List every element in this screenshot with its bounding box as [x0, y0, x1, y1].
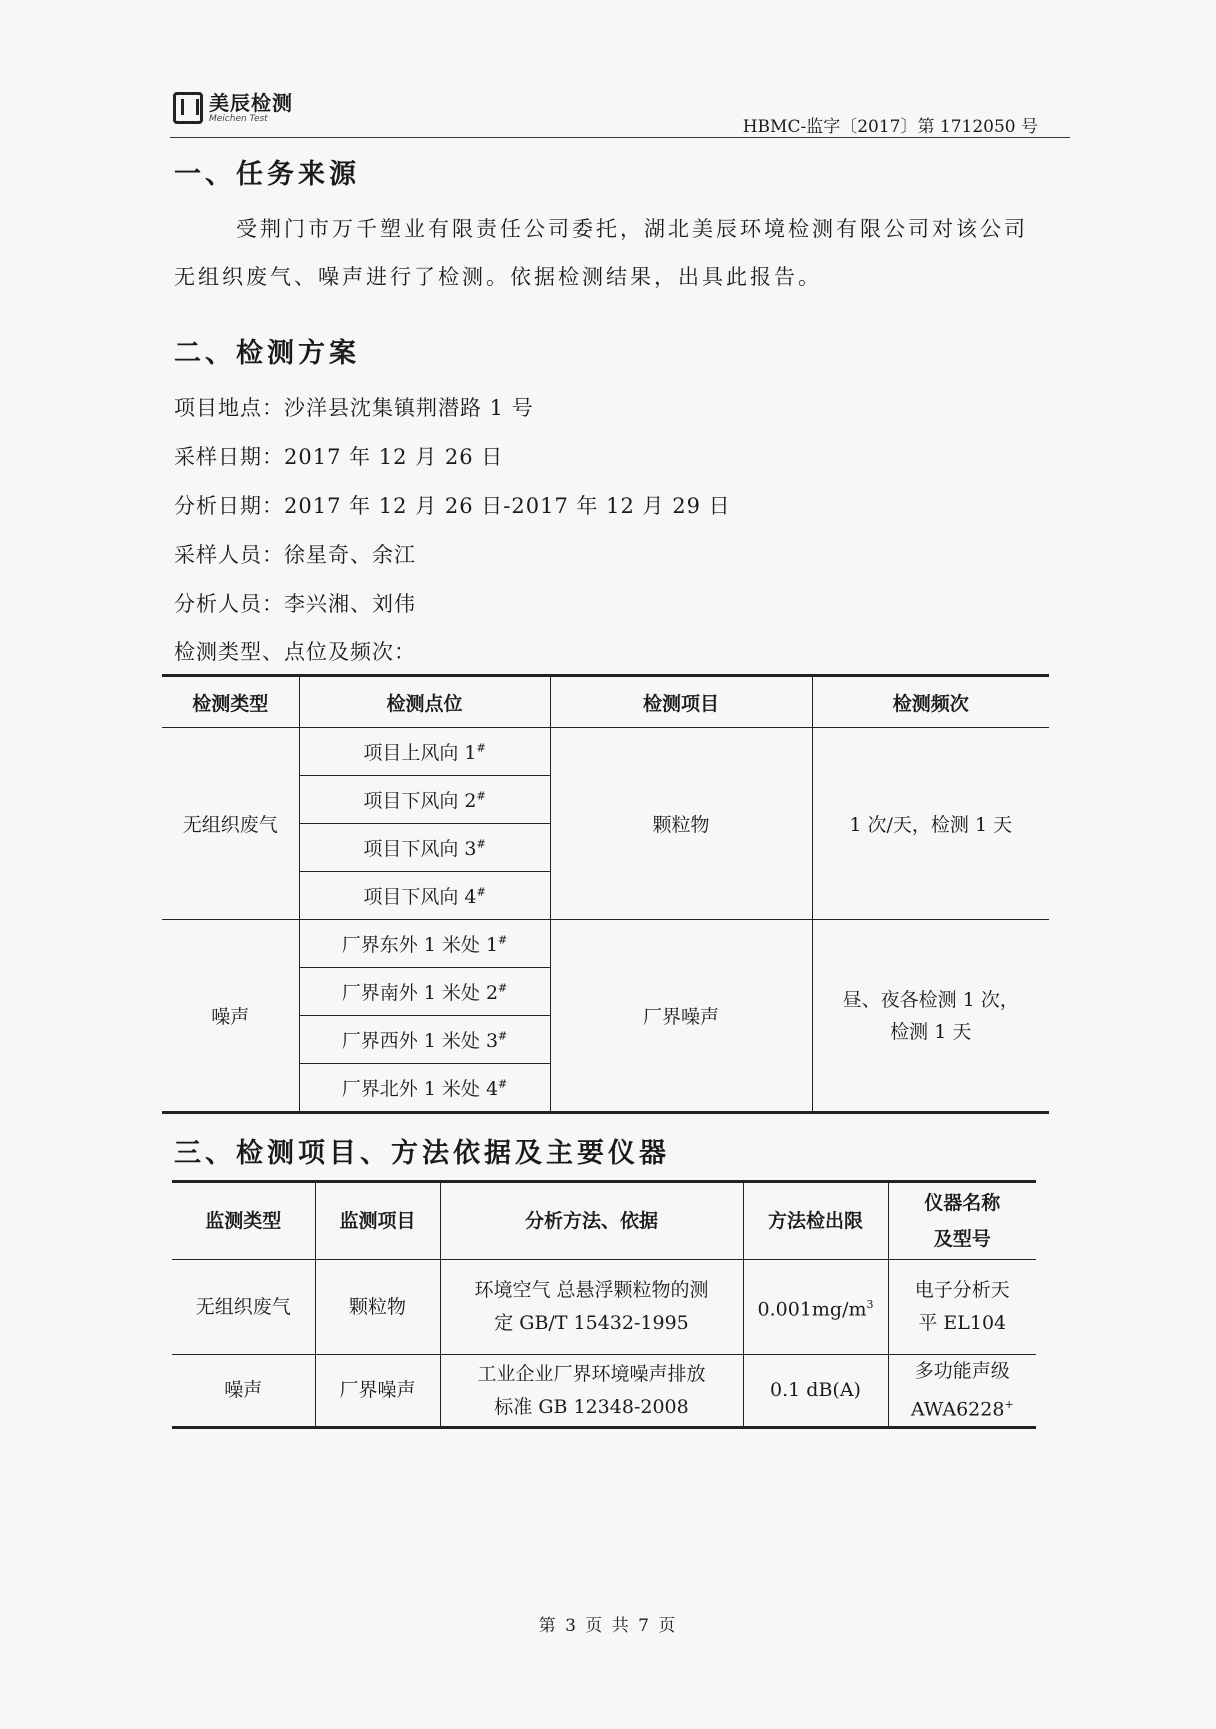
report-number: HBMC-监字〔2017〕第 1712050 号 [742, 117, 1038, 137]
point-cell: 厂界东外 1 米处 1# [299, 920, 550, 968]
type-cell: 无组织废气 [162, 728, 299, 920]
col-header-point: 检测点位 [299, 676, 550, 728]
table-header-row [172, 1182, 1036, 1260]
limit-cell: $0.001mg/m^3$ [743, 1260, 888, 1355]
analysis-date: 分析日期：2017 年 12 月 26 日-2017 年 12 月 29 日 [174, 494, 731, 518]
methods-table [172, 1180, 1036, 1429]
col-header-type: 检测类型 [162, 676, 299, 728]
section1-title: 一、任务来源 [174, 159, 360, 190]
method-cell: 工业企业厂界环境噪声排放 标准 GB 12348-2008 [440, 1355, 743, 1428]
table-row [172, 1260, 1036, 1355]
logo-icon [173, 92, 203, 124]
frequency-cell: 1 次/天，检测 1 天 [812, 728, 1049, 920]
header-divider [170, 137, 1070, 138]
instrument-cell: 多功能声级 AWA6228+ [888, 1355, 1036, 1428]
point-cell: 项目下风向 3# [299, 824, 550, 872]
project-location: 项目地点：沙洋县沈集镇荆潜路 1 号 [174, 396, 534, 420]
sampling-date: 采样日期：2017 年 12 月 26 日 [174, 445, 504, 469]
section3-title: 三、检测项目、方法依据及主要仪器 [174, 1138, 670, 1169]
point-cell: 项目上风向 1# [299, 728, 550, 776]
col-header-detection-limit: 方法检出限 [743, 1182, 888, 1260]
item-cell: 颗粒物 [550, 728, 812, 920]
col-header-instrument: 仪器名称 及型号 [888, 1182, 1036, 1260]
col-header-monitor-type: 监测类型 [172, 1182, 315, 1260]
point-cell: 项目下风向 4# [299, 872, 550, 920]
limit-cell: 0.1 dB(A) [743, 1355, 888, 1428]
analysts: 分析人员：李兴湘、刘伟 [174, 592, 416, 616]
col-header-item: 检测项目 [550, 676, 812, 728]
monitor-type-cell: 无组织废气 [172, 1260, 315, 1355]
point-cell: 厂界南外 1 米处 2# [299, 968, 550, 1016]
col-header-frequency: 检测频次 [812, 676, 1049, 728]
monitor-item-cell: 颗粒物 [315, 1260, 440, 1355]
point-cell: 厂界北外 1 米处 4# [299, 1064, 550, 1113]
item-cell: 厂界噪声 [550, 920, 812, 1113]
monitor-type-cell: 噪声 [224, 1379, 263, 1402]
table-header-row [162, 676, 1049, 728]
frequency-cell: 昼、夜各检测 1 次， 检测 1 天 [812, 920, 1049, 1113]
col-header-monitor-item: 监测项目 [315, 1182, 440, 1260]
col-header-method: 分析方法、依据 [440, 1182, 743, 1260]
instrument-cell: 电子分析天 平 EL104 [888, 1260, 1036, 1355]
method-cell: 环境空气 总悬浮颗粒物的测 定 GB/T 15432-1995 [440, 1260, 743, 1355]
table-row [172, 1355, 1036, 1428]
type-cell: 噪声 [211, 1006, 250, 1028]
table-row [162, 920, 1049, 968]
table-row [162, 728, 1049, 776]
page-footer: 第 3 页 共 7 页 [538, 1616, 678, 1636]
monitoring-plan-table [162, 674, 1049, 1114]
table-caption: 检测类型、点位及频次： [174, 640, 416, 664]
samplers: 采样人员：徐星奇、余江 [174, 543, 416, 567]
monitor-item-cell: 厂界噪声 [315, 1355, 440, 1428]
section1-body: 受荆门市万千塑业有限责任公司委托，湖北美辰环境检测有限公司对该公司无组织废气、噪声进行了检测。依据检测结果，出具此报告。 [174, 217, 1028, 289]
point-cell: 厂界西外 1 米处 3# [299, 1016, 550, 1064]
logo-en-text: Meichen Test [209, 113, 268, 124]
point-cell: 项目下风向 2# [299, 776, 550, 824]
company-logo [173, 92, 293, 124]
section2-title: 二、检测方案 [174, 338, 360, 369]
logo-cn-text: 美辰检测 [209, 90, 293, 115]
